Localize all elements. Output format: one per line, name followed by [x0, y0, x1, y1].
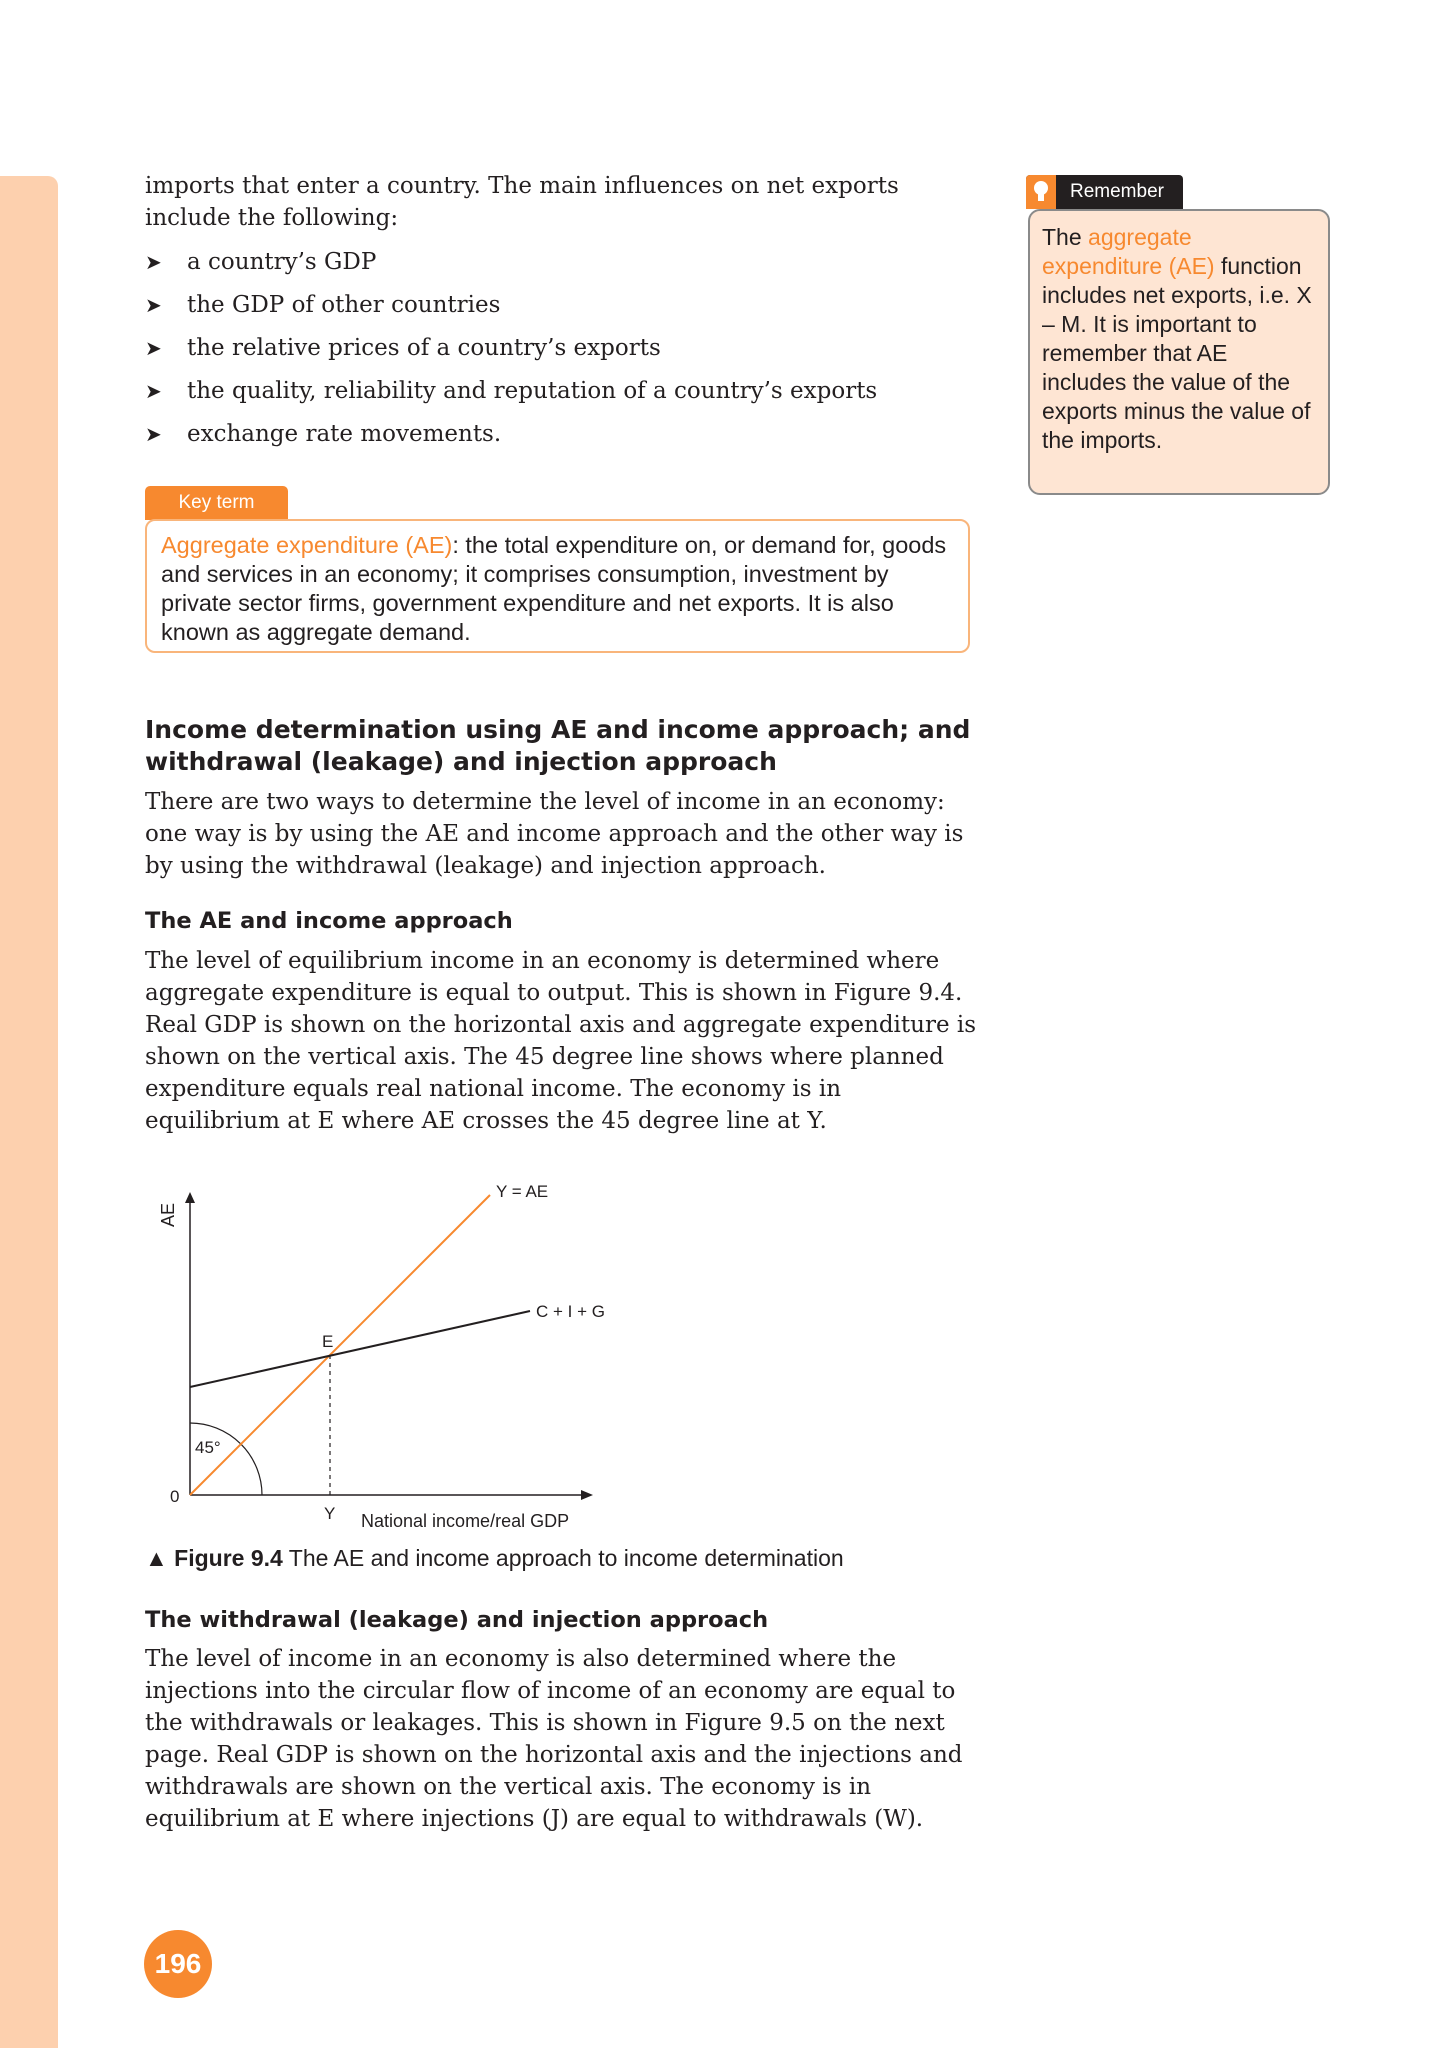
arrow-bullet-icon: ➤ [145, 379, 162, 403]
y-equals-ae-label: Y = AE [496, 1182, 549, 1201]
key-term-tab: Key term [145, 486, 288, 520]
page-side-strip [0, 176, 58, 2048]
chart-axes [185, 1192, 593, 1500]
triangle-marker-icon: ▲ [145, 1545, 168, 1571]
arrow-bullet-icon: ➤ [145, 250, 162, 274]
remember-label: Remember [1070, 181, 1164, 202]
arrow-bullet-icon: ➤ [145, 293, 162, 317]
origin-label: 0 [170, 1487, 180, 1506]
c-i-g-label: C + I + G [536, 1302, 605, 1321]
section-paragraph: There are two ways to determine the level of income in an economy: one way is by using the AE and income approach and the other way is by using the withdrawal (leakage) and injection approach. [145, 789, 964, 879]
intro-paragraph: imports that enter a country. The main influences on net exports include the following: [145, 173, 899, 231]
ae-income-approach-heading: The AE and income approach [145, 908, 513, 934]
ae-income-approach-paragraph: The level of equilibrium income in an economy is determined where aggregate expenditure is equal to output. This is shown in Figure 9.4. Real GDP is shown on the horizontal axis and aggregate expenditure is shown on the vertical axis. The 45 degree line shows where planned expenditure equals real national income. The economy is in equilibrium at E where AE crosses the 45 degree line at Y. [145, 948, 977, 1134]
y-axis-label: AE [158, 1202, 178, 1227]
arrow-bullet-icon: ➤ [145, 336, 162, 360]
list-item: ➤ the relative prices of a country’s exports [145, 332, 980, 375]
c-i-g-line [190, 1311, 530, 1387]
list-item: ➤ a country’s GDP [145, 246, 980, 289]
y-axis-arrow-icon [185, 1192, 195, 1203]
equilibrium-label: E [322, 1332, 334, 1351]
angle-label: 45° [195, 1438, 221, 1457]
figure-caption [145, 1543, 844, 1573]
figure-number: Figure 9.4 [174, 1545, 283, 1571]
arrow-bullet-icon: ➤ [145, 422, 162, 446]
figure-caption-text: The AE and income approach to income determination [282, 1545, 844, 1571]
remember-tab [1026, 175, 1183, 209]
list-item: ➤ the GDP of other countries [145, 289, 980, 332]
lightbulb-icon [1026, 175, 1056, 209]
list-item: ➤ the quality, reliability and reputation of a country’s exports [145, 375, 980, 418]
remember-box: The aggregate expenditure (AE) function includes net exports, i.e. X – M. It is important to remember that AE includes the value of the exports minus the value of the imports. [1028, 209, 1330, 495]
figure-9-4-chart [145, 1175, 625, 1540]
withdrawal-injection-heading: The withdrawal (leakage) and injection approach [145, 1607, 769, 1633]
key-term-definition: : the total expenditure on, or demand for, goods and services in an economy; it comprises consumption, investment by private sector firms, government expenditure and net exports. It is also known as aggregate demand. [161, 532, 947, 645]
x-axis-arrow-icon [581, 1490, 593, 1500]
page-number: 196 [144, 1930, 212, 1998]
remember-highlight: aggregate expenditure (AE) [1042, 224, 1215, 279]
y-equals-ae-line [190, 1195, 490, 1495]
key-term-title: Aggregate expenditure (AE) [161, 532, 453, 558]
section-heading: Income determination using AE and income approach; and withdrawal (leakage) and injection approach [145, 715, 971, 776]
key-term-box [145, 519, 970, 653]
withdrawal-injection-paragraph: The level of income in an economy is also determined where the injections into the circular flow of income of an economy are equal to the withdrawals or leakages. This is shown in Figure 9.5 on the next page. Real GDP is shown on the horizontal axis and the injections and withdrawals are shown on the vertical axis. The economy is in equilibrium at E where injections (J) are equal to withdrawals (W). [145, 1646, 963, 1832]
x-axis-label: National income/real GDP [361, 1511, 570, 1531]
equilibrium-income-label: Y [324, 1504, 336, 1523]
net-exports-influences-list [145, 246, 980, 461]
list-item: ➤ exchange rate movements. [145, 418, 980, 461]
